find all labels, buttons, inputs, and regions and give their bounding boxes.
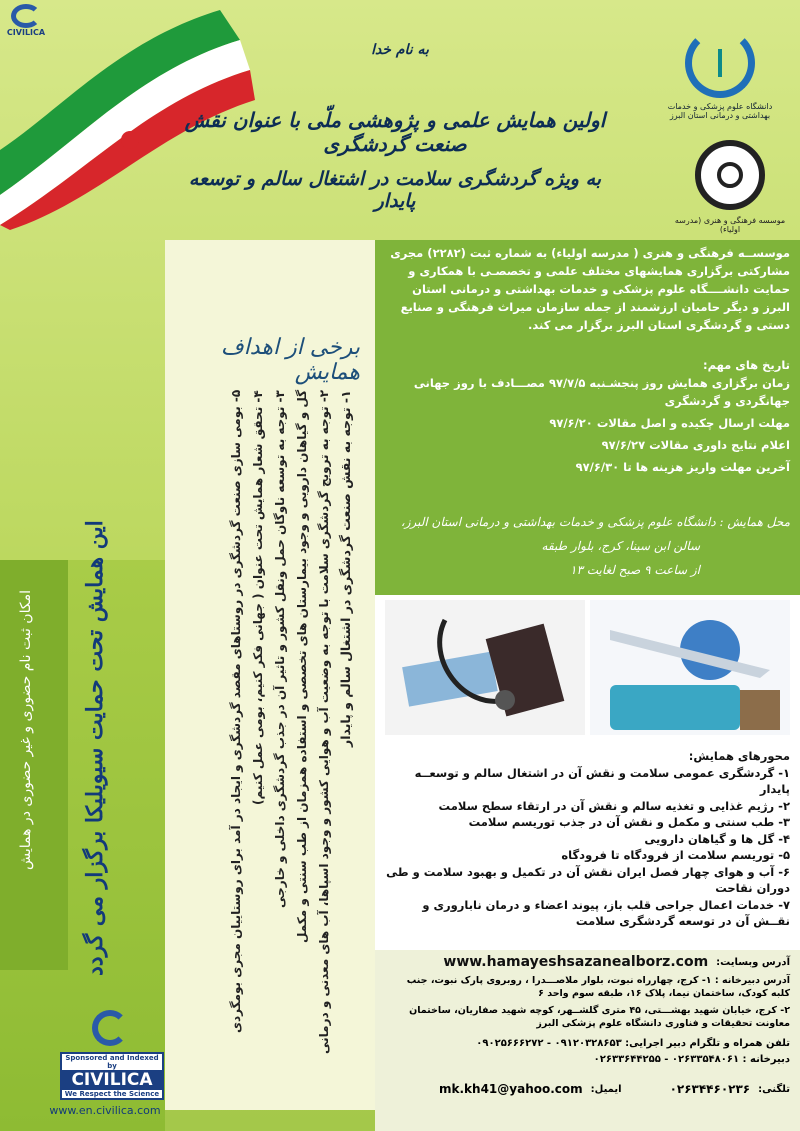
topics-section: [385, 748, 790, 930]
phone-line: تلفن همراه و تلگرام دبیر اجرایی: ۰۹۱۲۰۳۲۸۶۵۳ - ۰۹۰۲۵۶۶۶۲۷۲: [476, 1038, 790, 1049]
website-label: آدرس وبسایت:: [716, 956, 790, 968]
topic-item: ۳- طب سنتی و مکمل و نقش آن در جذب توریسم سلامت: [468, 815, 790, 829]
globe-suitcase-image: [590, 600, 790, 735]
goal-item: ۲- توجه به ترویج گردشگری سلامت با توجه به وضعیت آب و هوایی کشور و وجود اسپاها، آب های معدنی و درمانی: [317, 390, 331, 1055]
civilica-tagline: We Respect the Science: [64, 1090, 160, 1098]
title-line2: به ویژه گردشگری سلامت در اشتغال سالم و توسعه پایدار: [188, 168, 602, 212]
civilica-url-link[interactable]: www.en.civilica.com: [49, 1104, 161, 1117]
topic-item: ۴- گل ها و گیاهان دارویی: [644, 831, 790, 846]
goal-item: ۴- تحقق شعار همایش تحت عنوان ( جهانی فکر کنیم، بومی عمل کنیم): [251, 390, 265, 805]
institute-logo: [670, 140, 790, 234]
institute-emblem-icon: [695, 140, 765, 210]
topic-item: ۵- توریسم سلامت از فرودگاه تا فرودگاه: [561, 848, 790, 862]
topic-item: ۲- رژیم غذایی و تغذیه سالم و نقش آن در ارتقاء سطح سلامت: [438, 798, 790, 813]
civilica-support-text: این همایش تحت حمایت سیویلیکا برگزار می گردد: [82, 520, 108, 976]
phone-label: تلگنی:: [758, 1083, 790, 1095]
website-link[interactable]: www.hamayeshsazanealborz.com: [443, 954, 709, 970]
topic-item: ۷- خدمات اعمال جراحی قلب باز، پیوند اعضاء و درمان ناباروری و نقــش آن در توسعه گردشگری سلامت: [422, 897, 790, 928]
venue-line3: از ساعت ۹ صبح لغایت ۱۳: [570, 563, 700, 577]
contact-section: [385, 954, 790, 1096]
topics-heading: محورهای همایش:: [688, 749, 790, 763]
goal-item: ۱- توجه به نقش صنعت گردشگری در اشتغال سالم و پایدار: [338, 390, 353, 747]
date-item: زمان برگزاری همایش روز پنجشـنبه ۹۷/۷/۵ مصـــادف با روز جهانی جهانگردی و گردشگری: [413, 376, 790, 408]
passport-stethoscope-image: [385, 600, 585, 735]
civilica-brand: CIVILICA: [62, 1070, 162, 1090]
venue-line1: محل همایش : دانشگاه علوم پزشکی و خدمات بهداشتی و درمانی استان البرز،: [400, 515, 790, 529]
bismillah: به نام خدا: [371, 42, 429, 58]
email-label: ایمیل:: [590, 1083, 622, 1095]
phone-number: ۰۲۶۳۴۴۶۰۲۳۶: [669, 1082, 751, 1096]
address-primary: آدرس دبیرخانه : ۱- کرج، چهارراه نبوت، بلوار ملاصـــدرا ، روبروی پارک نبوت، جنب کلبه کودک، ساختمان نیما، پلاک ۱۶، طبقه سوم واحد ۶: [406, 975, 790, 999]
topic-item: ۶- آب و هوای چهار فصل ایران نقش آن در تکمیل و بهبود سلامت و طی دوران نقاحت: [386, 864, 790, 895]
registration-note: امکان ثبت نام حضوری و غیر حضوری در همایش: [18, 590, 34, 870]
address-secondary: ۲- کرج، خیابان شهید بهشـــتی، ۴۵ متری گلشــهر، کوچه شهید صفاریان، ساختمان معاونت تحقیقات و فناوری دانشگاه علوم پزشکی البرز: [409, 1005, 790, 1029]
institute-caption: موسسه فرهنگی و هنری (مدرسه اولیاء): [674, 216, 786, 234]
civilica-badge: [60, 1052, 164, 1100]
email-link[interactable]: mk.kh41@yahoo.com: [439, 1082, 583, 1096]
dates-heading: تاریخ های مهم:: [702, 358, 790, 372]
goal-item: ۳- توجه به توسعه ناوگان حمل ونقل کشور و تاثیر آن در جذب گردشگری داخلی و خارجی: [273, 390, 287, 908]
date-item: مهلت ارسال چکیده و اصل مقالات ۹۷/۶/۲۰: [549, 416, 790, 430]
civilica-sponsored: Sponsored and Indexed by: [65, 1054, 159, 1070]
civilica-top-logo: [6, 4, 46, 37]
title-line1: اولین همایش علمی و پژوهشی ملّی با عنوان نقش صنعت گردشگری: [184, 108, 606, 156]
civilica-c-icon: [11, 4, 41, 28]
venue: [385, 510, 790, 582]
registration-band: [0, 560, 68, 970]
caduceus-icon: [685, 28, 755, 98]
civilica-c-icon: [92, 1010, 128, 1046]
date-item: آخرین مهلت واریز هزینه ها تا ۹۷/۶/۳۰: [575, 460, 790, 474]
goal-item: ۵- بومی سازی صنعت گردشگری در روستاهای مقصد گردشگری و ایجاد در آمد برای روستاییان مجری بومگردی: [229, 390, 243, 1034]
dates-section: [385, 356, 790, 476]
venue-line2: سالن ابن سینا، کرج، بلوار طبقه: [541, 539, 700, 553]
topic-item: ۱- گردشگری عمومی سلامت و نقش آن در اشتغال سالم و توسعــه پایدار: [414, 765, 790, 796]
university-caption: دانشگاه علوم پزشکی و خدمات بهداشتی و درمانی استان البرز: [667, 102, 773, 120]
civilica-top-label: CIVILICA: [6, 28, 46, 37]
date-item: اعلام نتایج داوری مقالات ۹۷/۶/۲۷: [601, 438, 790, 452]
goals-title: برخی از اهداف همایش: [220, 335, 360, 385]
secretariat-phones: دبیرخانه : ۰۲۶۳۳۵۴۸۰۶۱ - ۰۲۶۳۳۶۴۴۲۵۵: [593, 1054, 790, 1065]
goal-item: گل و گیاهان دارویی و وجود بیمارستان های تخصصی و استفاده همزمان از طب سنتی و مکمل: [295, 390, 309, 944]
intro-text: موسســه فرهنگی و هنری ( مدرسه اولیاء) به شماره ثبت (۲۲۸۲) مجری مشارکتی برگزاری همایشهای مختلف علمی و تخصصـی با همکاری و حمایت دانشــــگاه علوم پزشکی و خدمات بهداشتی و درمانی استان البرز و دیگر حامیان ارزشمند از جمله سازمان میراث فرهنگی و صنایع دستی و گردشگری استان البرز برگزار می کند.: [390, 246, 790, 332]
university-logo: [655, 28, 785, 120]
